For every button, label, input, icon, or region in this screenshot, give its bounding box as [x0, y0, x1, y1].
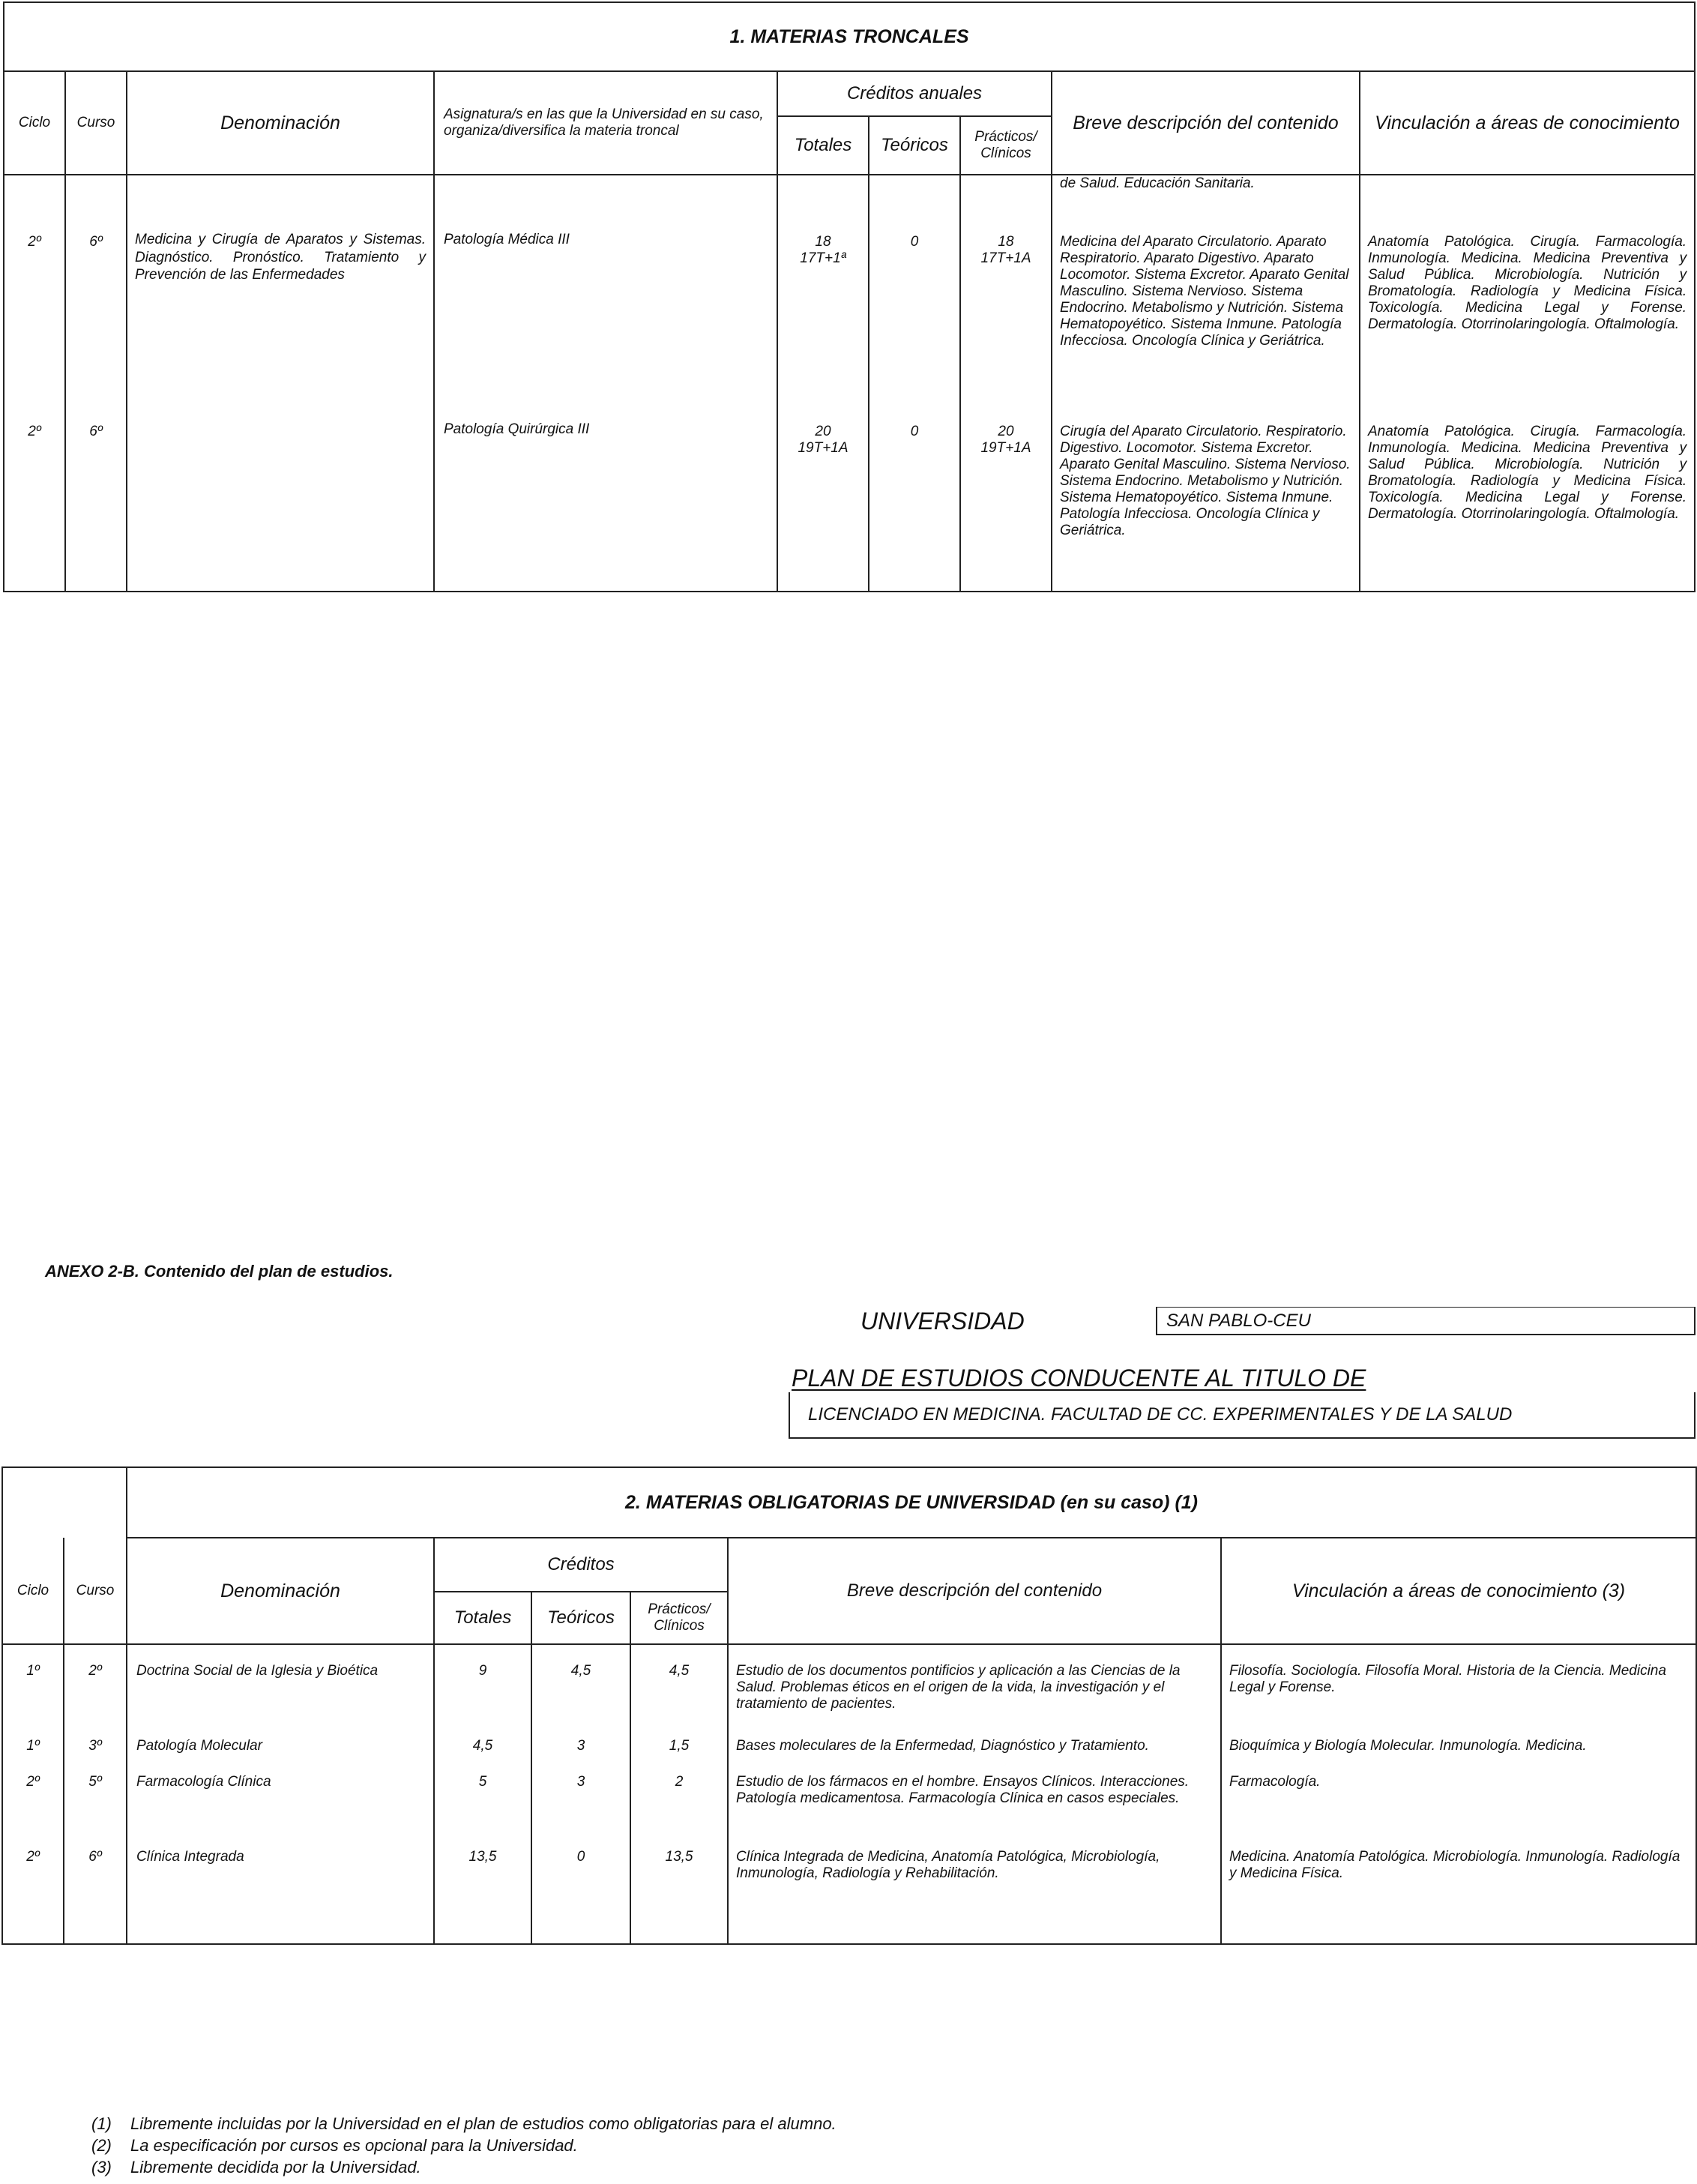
totales-cell: 4,5: [472, 1738, 493, 1754]
continuation-text: de Salud. Educación Sanitaria.: [1060, 175, 1255, 191]
descripcion-cell: Estudio de los fármacos en el hombre. Ensayos Clínicos. Interacciones. Patología medicamentosa. Farmacología Clínica en casos especiales.: [736, 1774, 1190, 1806]
universidad-value: SAN PABLO-CEU: [1156, 1307, 1696, 1335]
footnote-text: La especificación por cursos es opcional para la Universidad.: [130, 2136, 578, 2155]
curso-cell: 6º: [89, 234, 103, 250]
asignatura-cell: Patología Quirúrgica III: [444, 421, 590, 437]
universidad-label: UNIVERSIDAD: [860, 1308, 1025, 1335]
header-totales: Totales: [434, 1592, 531, 1644]
curso-cell: 2º: [88, 1663, 102, 1679]
materias-obligatorias-table: [1, 1466, 1697, 1945]
header-creditos-anuales: Créditos anuales: [777, 71, 1052, 116]
descripcion-cell: Medicina del Aparato Circulatorio. Aparato Respiratorio. Aparato Digestivo. Aparato Locomotor. Sistema Excretor. Aparato Genital Masculino. Sistema Nervioso. Sistema Endocrino. Metabolismo y Nutrición. Sistema Hematopoyético. Sistema Inmune. Patología Infecciosa. Oncología Clínica y Geriátrica.: [1060, 234, 1349, 349]
table-row-cell: [630, 1644, 728, 1944]
header-vinculacion: Vinculación a áreas de conocimiento (3): [1221, 1538, 1696, 1644]
asignatura-cell: Patología Médica III: [444, 232, 570, 247]
totales-cell: 9: [478, 1663, 487, 1679]
curso-cell: 3º: [88, 1738, 102, 1754]
totales-sub-cell: 17T+1ª: [800, 250, 846, 266]
header-denominacion: Denominación: [127, 1538, 434, 1644]
footnote: [91, 2135, 837, 2156]
header-descripcion: Breve descripción del contenido: [1052, 71, 1360, 175]
ciclo-cell: 2º: [28, 234, 41, 250]
table-row-cell: [960, 175, 1052, 592]
table-row-cell: [728, 1644, 1221, 1944]
footnote: [91, 2113, 837, 2135]
footnote-text: Libremente incluidas por la Universidad en el plan de estudios como obligatorias para el alumno.: [130, 2114, 837, 2133]
table-row-cell: [64, 1644, 127, 1944]
header-curso: Curso: [64, 1538, 127, 1644]
totales-sub-cell: 19T+1A: [798, 440, 848, 456]
footnote-number: (3): [91, 2158, 112, 2177]
teoricos-cell: 3: [576, 1738, 585, 1754]
header-practicos: Prácticos/ Clínicos: [960, 116, 1052, 175]
footnote: [91, 2156, 837, 2178]
table-row-cell: [65, 175, 127, 592]
curso-cell: 5º: [88, 1774, 102, 1790]
totales-cell: 13,5: [468, 1849, 497, 1865]
footnote-number: (2): [91, 2136, 112, 2155]
vinculacion-cell: Anatomía Patológica. Cirugía. Farmacología. Inmunología. Medicina. Medicina Preventiva y Salud Pública. Microbiología. Nutrición y Bromatología. Radiología y Medicina Física. Toxicología. Medicina Legal y Forense. Dermatología. Otorrinolaringología. Oftalmología.: [1368, 234, 1687, 332]
table-row-cell: [1221, 1644, 1696, 1944]
header-asignatura: Asignatura/s en las que la Universidad en su caso, organiza/diversifica la materia troncal: [434, 71, 777, 175]
table2-title: 2. MATERIAS OBLIGATORIAS DE UNIVERSIDAD (en su caso) (1): [127, 1467, 1696, 1538]
descripcion-cell: Clínica Integrada de Medicina, Anatomía Patológica, Microbiología, Inmunología, Radiología y Rehabilitación.: [736, 1849, 1160, 1881]
denominacion-cell: Doctrina Social de la Iglesia y Bioética: [136, 1663, 379, 1679]
denominacion-cell: Clínica Integrada: [136, 1849, 244, 1865]
denominacion-cell: Medicina y Cirugía de Aparatos y Sistemas. Diagnóstico. Pronóstico. Tratamiento y Prevención de las Enfermedades: [135, 232, 426, 283]
footnotes: [91, 2113, 837, 2178]
descripcion-cell: Cirugía del Aparato Circulatorio. Respiratorio. Digestivo. Locomotor. Sistema Excretor. Aparato Genital Masculino. Sistema Nervioso. Sistema Endocrino. Metabolismo y Nutrición. Sistema Hematopoyético. Sistema Inmune. Patología Infecciosa. Oncología Clínica y Geriátrica.: [1060, 424, 1351, 538]
teoricos-cell: 0: [910, 234, 919, 250]
denominacion-cell: Farmacología Clínica: [136, 1774, 271, 1790]
table-row-cell: [1052, 175, 1360, 592]
annex-heading: ANEXO 2-B. Contenido del plan de estudios.: [45, 1262, 394, 1281]
totales-cell: 18: [815, 234, 831, 250]
table-row-cell: [434, 175, 777, 592]
footnote-number: (1): [91, 2114, 112, 2133]
table1-title: 1. MATERIAS TRONCALES: [4, 2, 1695, 71]
practicos-cell: 4,5: [669, 1663, 690, 1679]
table-row-cell: [2, 1644, 64, 1944]
practicos-cell: 1,5: [669, 1738, 690, 1754]
practicos-cell: 18: [998, 234, 1014, 250]
practicos-sub-cell: 17T+1A: [980, 250, 1031, 266]
totales-cell: 20: [815, 424, 831, 439]
table-row-cell: [1360, 175, 1695, 592]
header-denominacion: Denominación: [127, 71, 434, 175]
header-teoricos: Teóricos: [869, 116, 960, 175]
descripcion-cell: Estudio de los documentos pontificios y aplicación a las Ciencias de la Salud. Problemas éticos en el origen de la vida, la investigación y el tratamiento de pacientes.: [736, 1663, 1181, 1712]
table-row-cell: [869, 175, 960, 592]
plan-value: LICENCIADO EN MEDICINA. FACULTAD DE CC. EXPERIMENTALES Y DE LA SALUD: [789, 1392, 1696, 1439]
header-descripcion: Breve descripción del contenido: [728, 1538, 1221, 1644]
descripcion-cell: Bases moleculares de la Enfermedad, Diagnóstico y Tratamiento.: [736, 1738, 1149, 1754]
header-curso: Curso: [65, 71, 127, 175]
vinculacion-cell: Anatomía Patológica. Cirugía. Farmacología. Inmunología. Medicina. Medicina Preventiva y Salud Pública. Microbiología. Nutrición y Bromatología. Radiología y Medicina Física. Toxicología. Medicina Legal y Forense. Dermatología. Otorrinolaringología. Oftalmología.: [1368, 424, 1687, 522]
ciclo-cell: 1º: [26, 1663, 40, 1679]
teoricos-cell: 4,5: [570, 1663, 591, 1679]
vinculacion-cell: Farmacología.: [1229, 1774, 1321, 1790]
teoricos-cell: 0: [576, 1849, 585, 1865]
denominacion-cell: Patología Molecular: [136, 1738, 262, 1754]
practicos-cell: 2: [675, 1774, 684, 1790]
header-practicos: Prácticos/ Clínicos: [630, 1592, 728, 1644]
ciclo-cell: 2º: [26, 1774, 40, 1790]
table-row-cell: [127, 1644, 434, 1944]
table-row-cell: [777, 175, 869, 592]
ciclo-cell: 2º: [26, 1849, 40, 1865]
header-ciclo: Ciclo: [4, 71, 65, 175]
vinculacion-cell: Filosofía. Sociología. Filosofía Moral. Historia de la Ciencia. Medicina Legal y Forense.: [1229, 1663, 1666, 1695]
plan-label: PLAN DE ESTUDIOS CONDUCENTE AL TITULO DE: [792, 1365, 1366, 1392]
header-ciclo: Ciclo: [2, 1538, 64, 1644]
footnote-text: Libremente decidida por la Universidad.: [130, 2158, 421, 2177]
teoricos-cell: 3: [576, 1774, 585, 1790]
header-teoricos: Teóricos: [531, 1592, 630, 1644]
ciclo-cell: 2º: [28, 424, 41, 439]
vinculacion-cell: Bioquímica y Biología Molecular. Inmunología. Medicina.: [1229, 1738, 1587, 1754]
practicos-sub-cell: 19T+1A: [980, 440, 1031, 456]
table2-corner: [2, 1467, 127, 1538]
totales-cell: 5: [478, 1774, 487, 1790]
vinculacion-cell: Medicina. Anatomía Patológica. Microbiología. Inmunología. Radiología y Medicina Física.: [1229, 1849, 1681, 1881]
header-creditos: Créditos: [434, 1538, 728, 1592]
practicos-cell: 13,5: [665, 1849, 693, 1865]
practicos-cell: 20: [998, 424, 1014, 439]
ciclo-cell: 1º: [26, 1738, 40, 1754]
materias-troncales-table: [3, 1, 1696, 592]
header-vinculacion: Vinculación a áreas de conocimiento: [1360, 71, 1695, 175]
table-row-cell: [4, 175, 65, 592]
curso-cell: 6º: [88, 1849, 102, 1865]
table-row-cell: [434, 1644, 531, 1944]
teoricos-cell: 0: [910, 424, 919, 439]
curso-cell: 6º: [89, 424, 103, 439]
header-totales: Totales: [777, 116, 869, 175]
table-row-cell: [127, 175, 434, 592]
table-row-cell: [531, 1644, 630, 1944]
